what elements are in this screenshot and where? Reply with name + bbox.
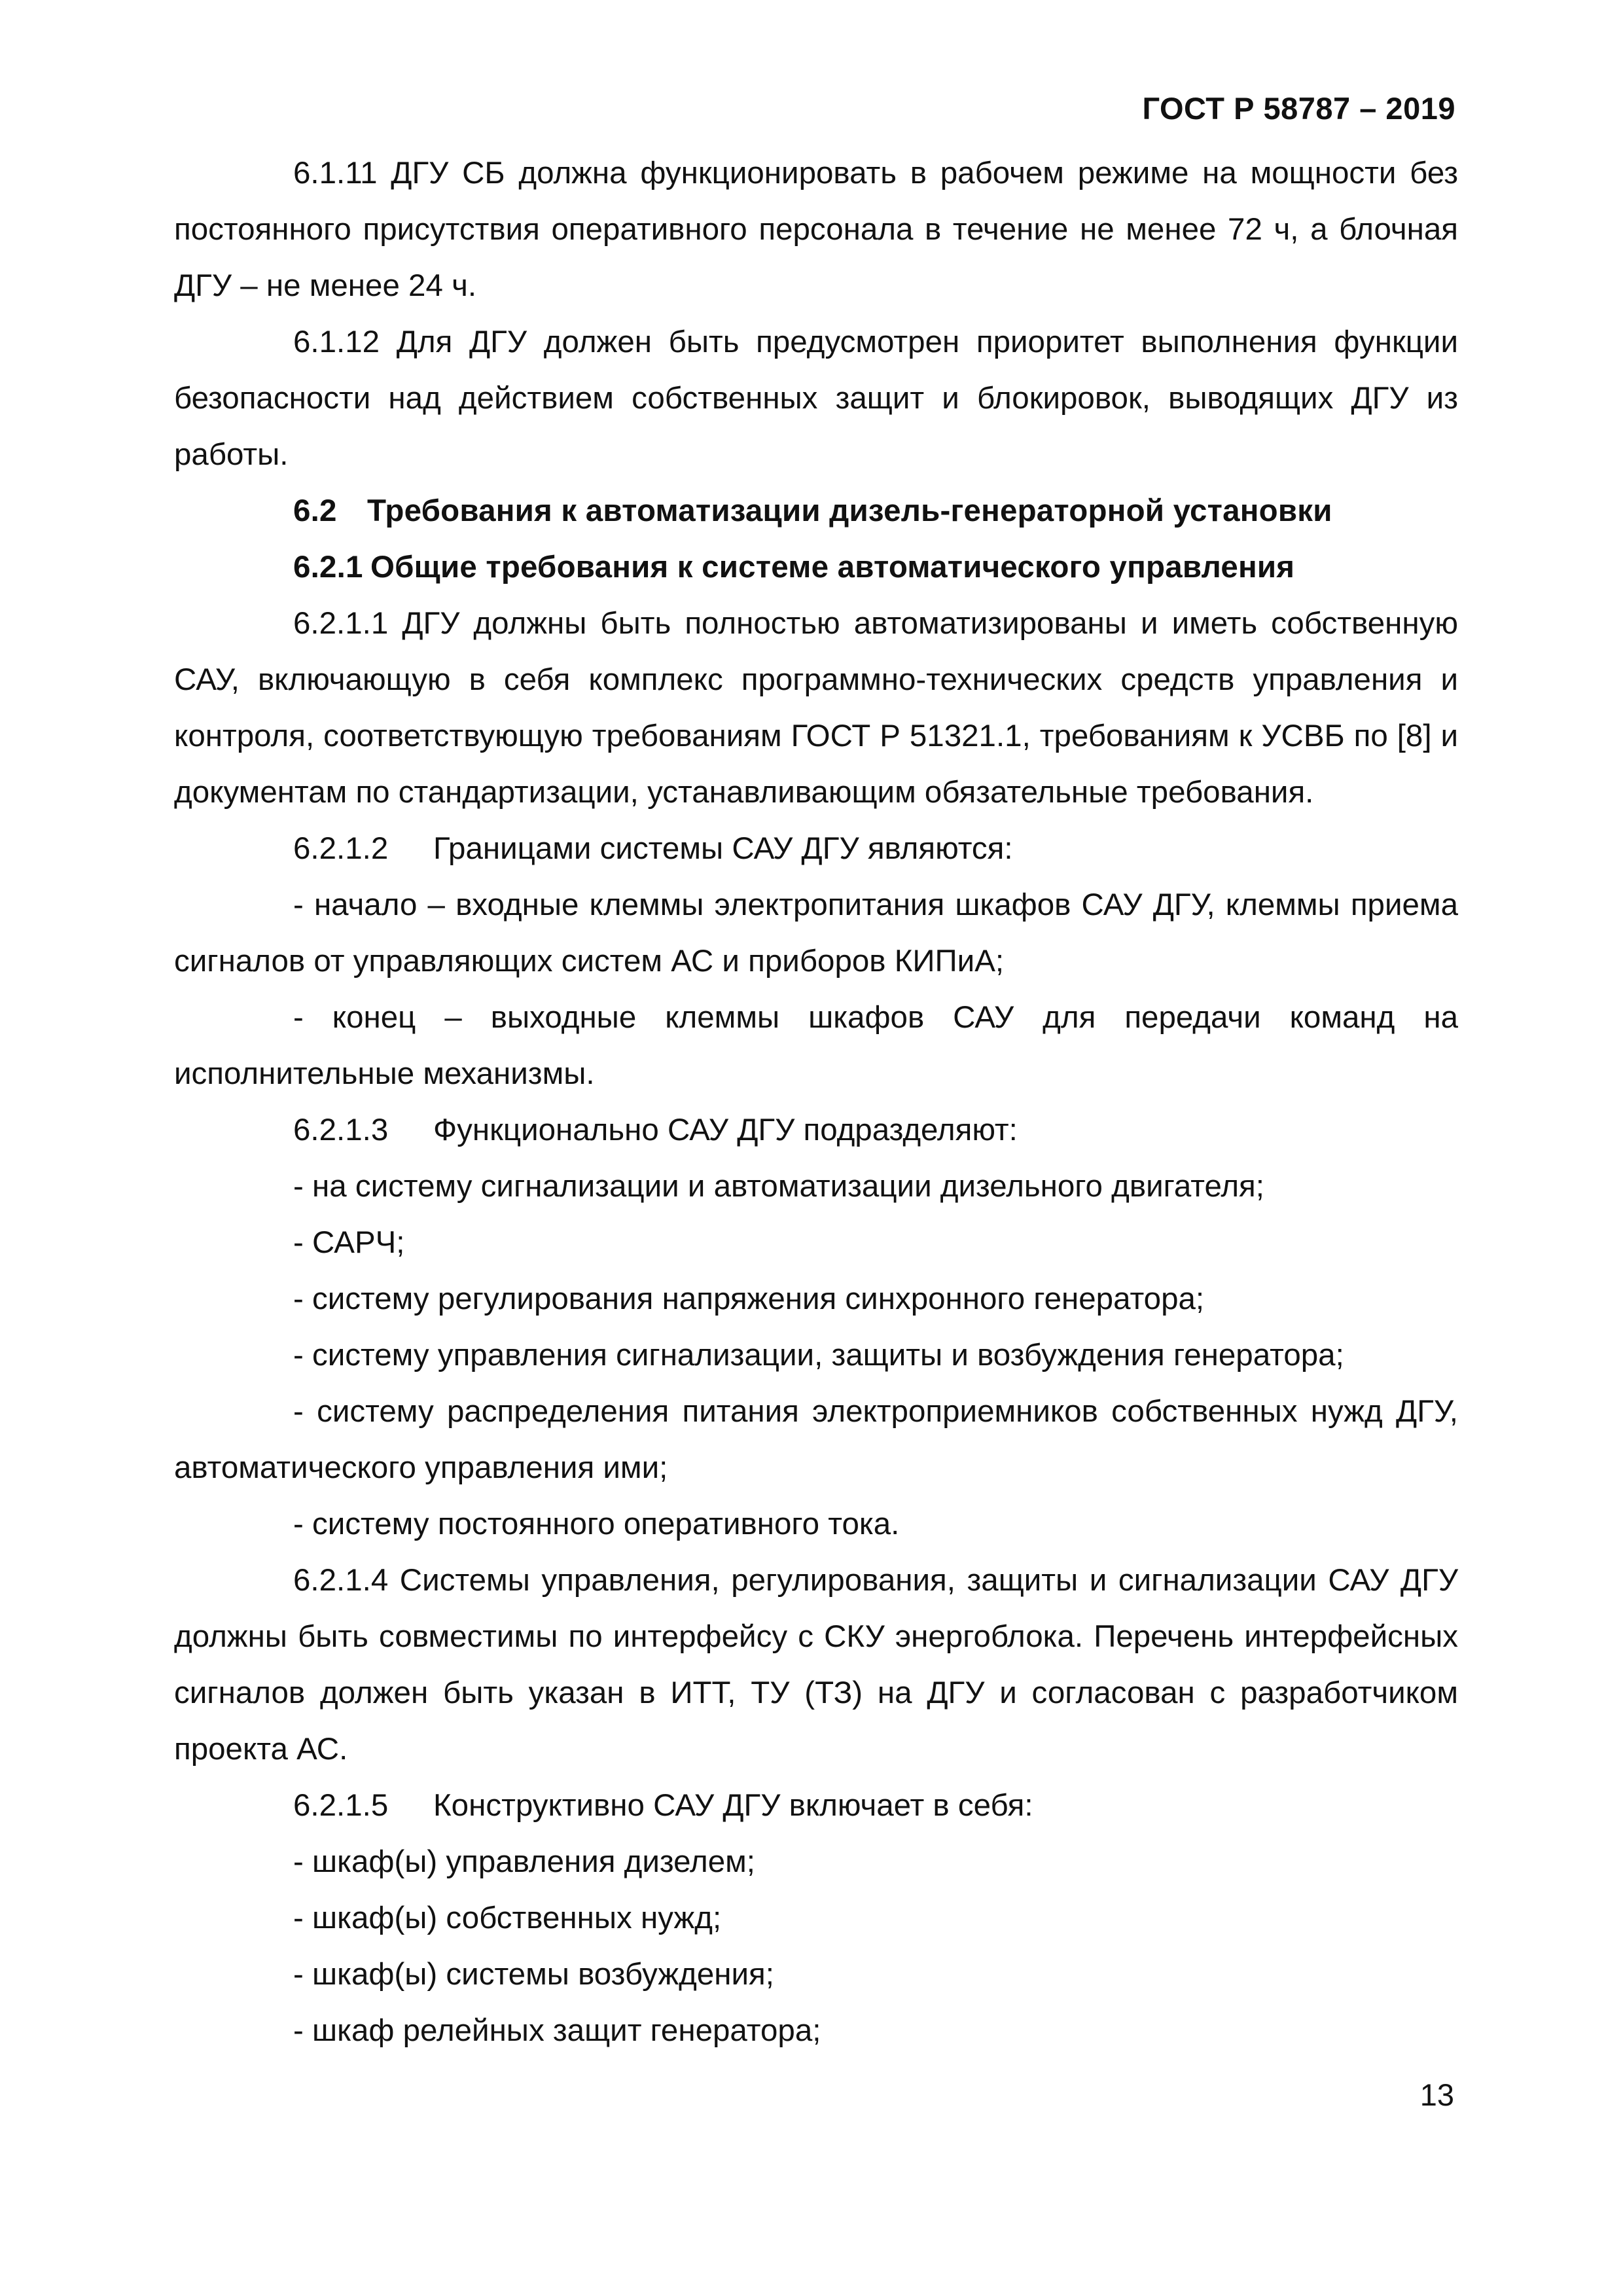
list-item: - начало – входные клеммы электропитания шкафов САУ ДГУ, клеммы приема сигналов от управляющих систем АС и приборов КИПиА; [174,888,1458,978]
clause-number: 6.2.1.2 [293,831,389,866]
list-item: - систему регулирования напряжения синхронного генератора; [293,1282,1205,1316]
paragraph-6-1-11: 6.1.11 ДГУ СБ должна функционировать в рабочем режиме на мощности без постоянного присутствия оперативного персонала в течение не менее 72 ч, а блочная ДГУ – не менее 24 ч. [174,156,1458,303]
subsection-heading-6-2-1 [174,539,1458,596]
list-item: - конец – выходные клеммы шкафов САУ для передачи команд на исполнительные механизмы. [174,1000,1458,1091]
list-item: - систему постоянного оперативного тока. [293,1507,900,1541]
page-number: 13 [1419,2077,1454,2112]
list-item: - шкаф(ы) управления дизелем; [293,1844,756,1879]
document-body [174,145,1458,2059]
paragraph-6-2-1-1: 6.2.1.1 ДГУ должны быть полностью автоматизированы и иметь собственную САУ, включающую в себя комплекс программно-технических средств управления и контроля, соответствующую требованиям ГОСТ Р 51321.1, требованиям к УСВБ по [8] и документам по стандартизации, устанавливающим обязательные требования. [174,606,1458,810]
paragraph-6-1-12: 6.1.12 Для ДГУ должен быть предусмотрен приоритет выполнения функции безопасности над действием собственных защит и блокировок, выводящих ДГУ из работы. [174,325,1458,472]
list-item: - на систему сигнализации и автоматизации дизельного двигателя; [293,1169,1264,1204]
section-number: 6.2 [293,493,337,528]
list-item: - систему управления сигнализации, защиты и возбуждения генератора; [293,1338,1344,1372]
section-heading-6-2 [174,483,1458,539]
subsection-title: Общие требования к системе автоматического управления [370,550,1295,584]
clause-text: Конструктивно САУ ДГУ включает в себя: [433,1788,1033,1823]
paragraph-6-2-1-4: 6.2.1.4 Системы управления, регулирования, защиты и сигнализации САУ ДГУ должны быть совместимы по интерфейсу с СКУ энергоблока. Перечень интерфейсных сигналов должен быть указан в ИТТ, ТУ (ТЗ) на ДГУ и согласован с разработчиком проекта АС. [174,1563,1458,1767]
subsection-number: 6.2.1 [293,550,363,584]
document-header: ГОСТ Р 58787 – 2019 [1142,91,1455,126]
list-item: - шкаф релейных защит генератора; [293,2013,821,2048]
section-title: Требования к автоматизации дизель-генераторной установки [367,493,1332,528]
paragraph-6-2-1-2 [174,821,1458,877]
paragraph-6-2-1-3 [174,1102,1458,1158]
list-item: - шкаф(ы) собственных нужд; [293,1901,722,1935]
list-item: - систему распределения питания электроприемников собственных нужд ДГУ, автоматического управления ими; [174,1394,1458,1485]
list-item: - шкаф(ы) системы возбуждения; [293,1957,774,1992]
paragraph-6-2-1-5 [174,1778,1458,1834]
clause-text: Функционально САУ ДГУ подразделяют: [433,1113,1018,1147]
clause-number: 6.2.1.3 [293,1113,389,1147]
clause-text: Границами системы САУ ДГУ являются: [433,831,1013,866]
list-item: - САРЧ; [293,1225,405,1260]
clause-number: 6.2.1.5 [293,1788,389,1823]
